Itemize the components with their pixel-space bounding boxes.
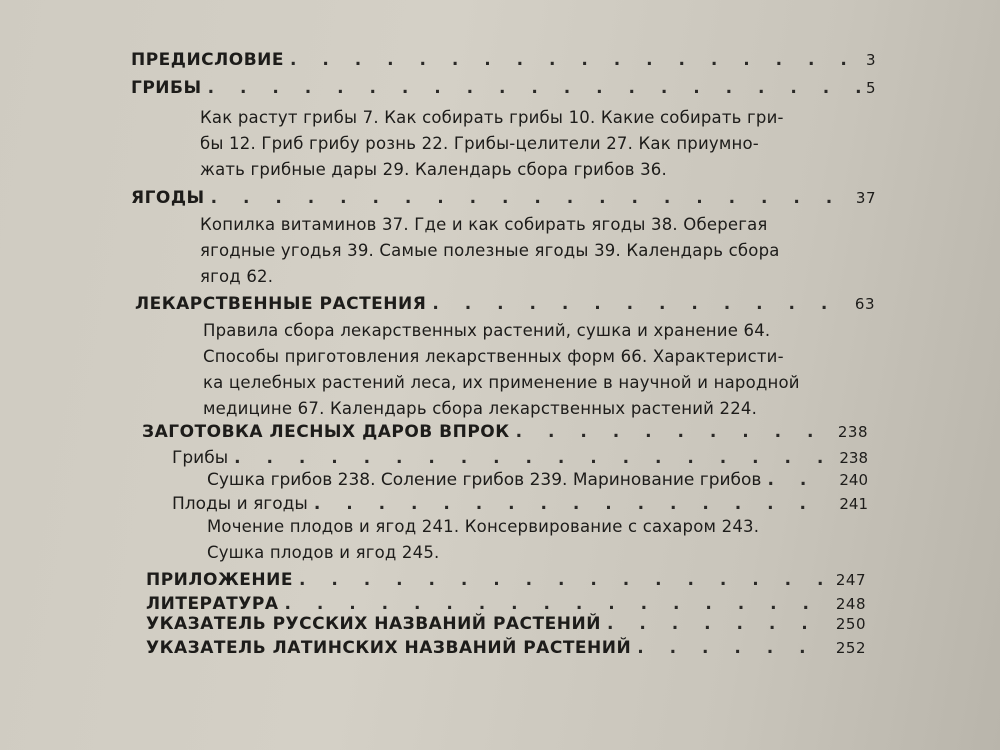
- toc-entry-preface: [131, 50, 876, 70]
- toc-page-number: 238: [839, 449, 868, 467]
- toc-entry-title: Сушка грибов 238. Соление грибов 239. Маринование грибов: [207, 470, 762, 490]
- description-line: Правила сбора лекарственных растений, сушка и хранение 64.: [203, 321, 771, 340]
- leader-dots: [314, 494, 834, 514]
- toc-entry-title: УКАЗАТЕЛЬ РУССКИХ НАЗВАНИЙ РАСТЕНИЙ: [146, 614, 601, 634]
- description-line: Сушка плодов и ягод 245.: [207, 543, 440, 562]
- toc-entry-title: ЛИТЕРАТУРА: [146, 594, 279, 614]
- description-line: Копилка витаминов 37. Где и как собирать ягоды 38. Оберегая: [200, 215, 768, 234]
- toc-page-number: 5: [865, 79, 876, 97]
- toc-subentry-fruits-berries: [172, 494, 868, 514]
- toc-entry-russian-index: [146, 614, 866, 634]
- description-line: медицине 67. Календарь сбора лекарственных растений 224.: [203, 399, 758, 418]
- toc-entry-description: [203, 318, 823, 422]
- leader-dots: [211, 188, 850, 208]
- description-line: бы 12. Гриб грибу рознь 22. Грибы-целители 27. Как приумно-: [200, 134, 759, 153]
- toc-entry-appendix: [146, 570, 866, 590]
- leader-dots: [299, 570, 830, 590]
- toc-entry-title: ЯГОДЫ: [131, 188, 205, 208]
- toc-entry-title: ЛЕКАРСТВЕННЫЕ РАСТЕНИЯ: [135, 294, 427, 314]
- description-line: ягодные угодья 39. Самые полезные ягоды 39. Календарь сбора: [200, 241, 780, 260]
- leader-dots: [208, 78, 860, 98]
- leader-dots: [516, 422, 832, 442]
- toc-entry-literature: [146, 594, 866, 614]
- leader-dots: [290, 50, 860, 70]
- leader-dots: [234, 448, 833, 468]
- description-line: Как растут грибы 7. Как собирать грибы 10. Какие собирать гри-: [200, 108, 784, 127]
- toc-entry-description: [207, 514, 817, 566]
- leader-dots: [285, 594, 830, 614]
- description-line: Мочение плодов и ягод 241. Консервирование с сахаром 243.: [207, 517, 760, 536]
- leader-dots: [607, 614, 830, 634]
- toc-page-number: 3: [865, 51, 876, 69]
- toc-entry-title: Плоды и ягоды: [172, 494, 308, 514]
- leader-dots: [637, 638, 830, 658]
- toc-entry-title: Грибы: [172, 448, 229, 468]
- toc-entry-latin-index: [146, 638, 866, 658]
- toc-page-number: 238: [837, 423, 868, 441]
- toc-page-number: 248: [835, 595, 866, 613]
- toc-entry-title: УКАЗАТЕЛЬ ЛАТИНСКИХ НАЗВАНИЙ РАСТЕНИЙ: [146, 638, 632, 658]
- description-line: ягод 62.: [200, 267, 274, 286]
- toc-page-number: 241: [839, 495, 868, 513]
- toc-subentry-mushrooms: [172, 448, 868, 468]
- description-line: жать грибные дары 29. Календарь сбора грибов 36.: [200, 160, 667, 179]
- toc-entry-preserving: [142, 422, 868, 442]
- toc-entry-medicinal-plants: [135, 294, 875, 314]
- toc-page-number: 247: [835, 571, 866, 589]
- toc-entry-description: [200, 105, 830, 183]
- toc-entry-title: ПРЕДИСЛОВИЕ: [131, 50, 285, 70]
- toc-entry-title: ПРИЛОЖЕНИЕ: [146, 570, 293, 590]
- toc-entry-title: ГРИБЫ: [131, 78, 202, 98]
- toc-page-number: 37: [855, 189, 876, 207]
- leader-dots: [767, 470, 833, 490]
- toc-entry-mushrooms: [131, 78, 876, 98]
- toc-entry-title: ЗАГОТОВКА ЛЕСНЫХ ДАРОВ ВПРОК: [142, 422, 510, 442]
- toc-page-number: 63: [854, 295, 875, 313]
- toc-entry-description: [200, 212, 825, 290]
- toc-subentry-mushroom-topics: [207, 470, 868, 490]
- toc-page-number: 240: [839, 471, 868, 489]
- toc-page-number: 252: [835, 639, 866, 657]
- toc-entry-berries: [131, 188, 876, 208]
- description-line: Способы приготовления лекарственных форм 66. Характеристи-: [203, 347, 784, 366]
- description-line: ка целебных растений леса, их применение в научной и народной: [203, 373, 800, 392]
- leader-dots: [432, 294, 849, 314]
- toc-page-number: 250: [835, 615, 866, 633]
